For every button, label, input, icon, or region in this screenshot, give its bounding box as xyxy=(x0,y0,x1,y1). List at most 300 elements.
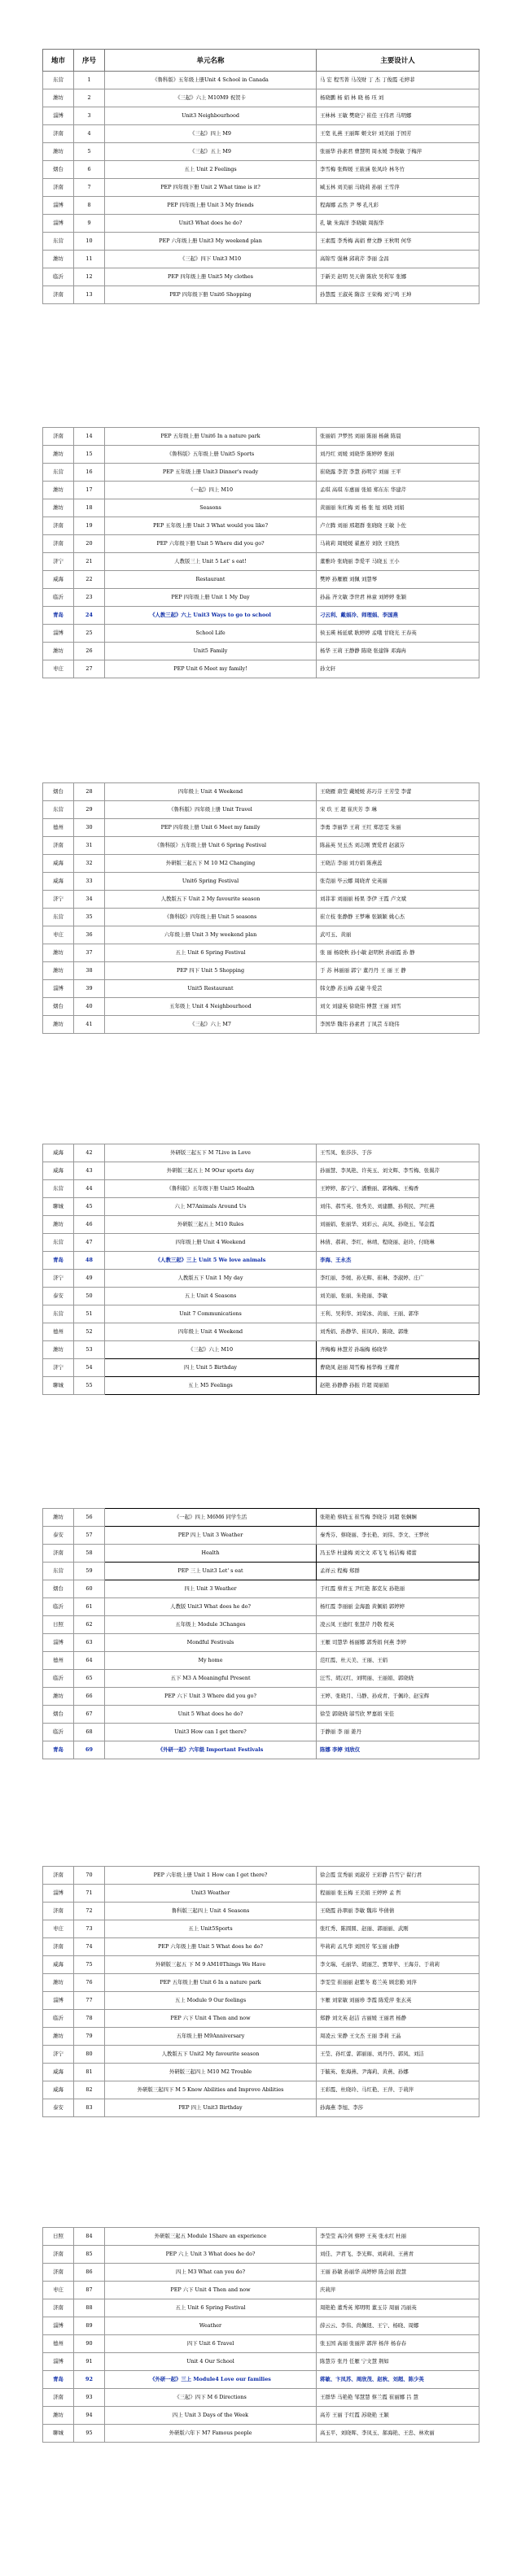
cell-number: 40 xyxy=(74,998,105,1016)
cell-number: 15 xyxy=(74,446,105,464)
cell-city: 潍坊 xyxy=(43,143,74,161)
table-row xyxy=(43,1509,479,1527)
cell-number: 74 xyxy=(74,1938,105,1956)
cell-city: 潍坊 xyxy=(43,251,74,268)
cell-designers: 刘丹红 刘媛 刘晓华 陈婷婷 张丽 xyxy=(317,446,479,464)
table-row xyxy=(43,1706,479,1724)
cell-city: 潍坊 xyxy=(43,499,74,517)
table-row xyxy=(43,1305,479,1323)
cell-number: 33 xyxy=(74,873,105,891)
cell-number: 18 xyxy=(74,499,105,517)
cell-designers: 马莉莉 周媛媛 翟惠芳 刘欣 王晓然 xyxy=(317,535,479,553)
cell-unit-name: PEP 六下 Unit 4 Then and now xyxy=(105,2010,317,2028)
cell-city: 泰安 xyxy=(43,2099,74,2117)
table-row xyxy=(43,1234,479,1252)
cell-city: 东营 xyxy=(43,909,74,926)
cell-city: 济南 xyxy=(43,1545,74,1563)
cell-number: 65 xyxy=(74,1670,105,1688)
table-row xyxy=(43,215,479,233)
table-row xyxy=(43,643,479,660)
cell-designers: 张 丽 杨晓秋 孙小敏 赵明秋 孙丽霞 孙 静 xyxy=(317,944,479,962)
cell-designers: 杨华 王莉 王静静 陈晓 张建锋 邓海冉 xyxy=(317,643,479,660)
cell-designers: 庆莉萍 xyxy=(317,2282,479,2299)
cell-number: 47 xyxy=(74,1234,105,1252)
cell-designers: 秦秀芬、蔡晓丽、李长艳、刘伟、李文、王梦丝 xyxy=(317,1527,479,1545)
designer-table xyxy=(42,782,479,1034)
cell-designers: 孙晶 齐文敏 李世君 林童 刘婷婷 张颖 xyxy=(317,589,479,607)
cell-city: 济南 xyxy=(43,428,74,446)
table-row xyxy=(43,1920,479,1938)
cell-unit-name: PEP 五年级上册 Unit 6 In a nature park xyxy=(105,1974,317,1992)
cell-number: 29 xyxy=(74,801,105,819)
cell-city: 潍坊 xyxy=(43,1509,74,1527)
cell-unit-name: Weather xyxy=(105,2317,317,2335)
cell-city: 青岛 xyxy=(43,2371,74,2389)
cell-city: 济宁 xyxy=(43,2046,74,2064)
cell-number: 64 xyxy=(74,1652,105,1670)
cell-number: 54 xyxy=(74,1359,105,1377)
cell-city: 临沂 xyxy=(43,2010,74,2028)
cell-unit-name: PEP 三上 Unit3 Let' s eat xyxy=(105,1563,317,1580)
cell-designers: 刘美丽、张丽、朱艳丽、李敏 xyxy=(317,1288,479,1305)
cell-number: 8 xyxy=(74,197,105,215)
cell-designers: 崔晓露 李贺 李慧 孙明宇 刘丽 王平 xyxy=(317,464,479,482)
table-row xyxy=(43,89,479,107)
table-row xyxy=(43,1652,479,1670)
cell-unit-name: 人教版五下 Unit 2 My favourite season xyxy=(105,891,317,909)
cell-unit-name: 外研版六年下 M7 Famous people xyxy=(105,2425,317,2443)
table-row xyxy=(43,891,479,909)
cell-number: 38 xyxy=(74,962,105,980)
cell-number: 61 xyxy=(74,1598,105,1616)
cell-number: 17 xyxy=(74,482,105,499)
table-row xyxy=(43,464,479,482)
table-row xyxy=(43,1741,479,1759)
cell-unit-name: PEP 四年级上册 Unit 6 Meet my family xyxy=(105,819,317,837)
cell-designers: 樊婷 孙雁雁 刘佩 刘慧琴 xyxy=(317,571,479,589)
cell-city: 德州 xyxy=(43,1323,74,1341)
cell-number: 93 xyxy=(74,2389,105,2407)
cell-unit-name: 外研版三起四上 M10 M2 Trouble xyxy=(105,2064,317,2081)
cell-designers: 王利、吴利华、刘荣冰、黄丽、王丽、郭华 xyxy=(317,1305,479,1323)
cell-city: 济宁 xyxy=(43,1270,74,1288)
table-row xyxy=(43,998,479,1016)
header-row xyxy=(43,50,479,72)
cell-city: 东营 xyxy=(43,72,74,89)
cell-unit-name: PEP 四年级上册 Unit 1 My Day xyxy=(105,589,317,607)
cell-city: 济南 xyxy=(43,1903,74,1920)
cell-number: 45 xyxy=(74,1198,105,1216)
cell-unit-name: PEP 六年级上册 Unit 1 How can I get there? xyxy=(105,1867,317,1885)
cell-city: 枣庄 xyxy=(43,1920,74,1938)
cell-city: 潍坊 xyxy=(43,1688,74,1706)
cell-city: 潍坊 xyxy=(43,643,74,660)
table-block xyxy=(42,427,479,678)
table-row xyxy=(43,571,479,589)
cell-number: 14 xyxy=(74,428,105,446)
table-row xyxy=(43,2099,479,2117)
cell-city: 威海 xyxy=(43,571,74,589)
cell-city: 济南 xyxy=(43,2264,74,2282)
cell-designers: 周凌云 宋静 王文杰 王丽 李莉 王晶 xyxy=(317,2028,479,2046)
cell-designers: 林倩、郝莉、李红、林靖、程晓丽、赵玲、付晓琳 xyxy=(317,1234,479,1252)
cell-unit-name: 《一起》四上 M6M6 同学生活 xyxy=(105,1509,317,1527)
cell-designers: 孙丽慧、李凤艳、许英玉、刘文辉、李雪梅、张翼芹 xyxy=(317,1162,479,1180)
cell-city: 东营 xyxy=(43,1180,74,1198)
cell-number: 88 xyxy=(74,2299,105,2317)
cell-unit-name: PEP Unit 6 Meet my family! xyxy=(105,660,317,678)
cell-unit-name: Unit3 How can I get there? xyxy=(105,1724,317,1741)
cell-designers: 蒋敏、卞凤苏、周欣茂、赵秋、刘超、陈少英 xyxy=(317,2371,479,2389)
cell-designers: 王群华 马艳艳 邹慧慧 蔡兰霞 崔丽娜 吕 慧 xyxy=(317,2389,479,2407)
cell-number: 2 xyxy=(74,89,105,107)
cell-city: 东营 xyxy=(43,1563,74,1580)
cell-unit-name: 《外研一起》六年级 Important Festivals xyxy=(105,1741,317,1759)
cell-unit-name: 人教版五下 Unit 1 My day xyxy=(105,1270,317,1288)
cell-unit-name: 《一起》四上 M10 xyxy=(105,482,317,499)
cell-number: 11 xyxy=(74,251,105,268)
cell-designers: 高锦雪 强琳 邱莉芹 李丽 金昌 xyxy=(317,251,479,268)
cell-designers: 王丽 孙敏 孙丽华 高婷婷 陈会丽 段慧 xyxy=(317,2264,479,2282)
table-row xyxy=(43,855,479,873)
cell-designers: 李海、王永杰 xyxy=(317,1252,479,1270)
cell-city: 济南 xyxy=(43,2389,74,2407)
cell-unit-name: 五下 M3 A Meaningful Present xyxy=(105,1670,317,1688)
cell-unit-name: 六年级上册 Unit 3 My weekend plan xyxy=(105,926,317,944)
cell-unit-name: Unit 7 Communications xyxy=(105,1305,317,1323)
cell-designers: 孟琪 高琪 车惠丽 张娟 郑东东 华建芹 xyxy=(317,482,479,499)
cell-city: 潍坊 xyxy=(43,89,74,107)
cell-designers: 王宽 礼燕 王丽晖 姬文轩 刘美丽 于国芳 xyxy=(317,125,479,143)
cell-unit-name: 五上 Unit 2 Feelings xyxy=(105,161,317,179)
cell-designers: 孙文轩 xyxy=(317,660,479,678)
cell-designers: 王莹、孙红蕾、郭丽丽、刘丹丹、郭凤、刘洁 xyxy=(317,2046,479,2064)
cell-city: 东营 xyxy=(43,801,74,819)
cell-number: 3 xyxy=(74,107,105,125)
cell-designers: 程丽丽 张玉梅 王美娟 王婷婷 孟 哲 xyxy=(317,1885,479,1903)
cell-number: 55 xyxy=(74,1377,105,1395)
cell-number: 77 xyxy=(74,1992,105,2010)
table-row xyxy=(43,1180,479,1198)
cell-unit-name: 外研版三起五 下 M 9 AM10Things We Have xyxy=(105,1956,317,1974)
cell-designers: 王林林 王敏 樊晓宁 崔佳 王伟君 马明娜 xyxy=(317,107,479,125)
cell-number: 51 xyxy=(74,1305,105,1323)
cell-city: 聊城 xyxy=(43,1377,74,1395)
cell-number: 46 xyxy=(74,1216,105,1234)
cell-city: 潍坊 xyxy=(43,446,74,464)
cell-unit-name: 《外研一起》三上 Module4 Love our families xyxy=(105,2371,317,2389)
cell-unit-name: 《鲁科版》四年级上册 Unit Travel xyxy=(105,801,317,819)
table-row xyxy=(43,553,479,571)
cell-unit-name: 四年级上册 Unit 4 Weekend xyxy=(105,1234,317,1252)
table-row xyxy=(43,179,479,197)
cell-number: 42 xyxy=(74,1144,105,1162)
cell-city: 威海 xyxy=(43,2064,74,2081)
cell-city: 青岛 xyxy=(43,1741,74,1759)
cell-number: 86 xyxy=(74,2264,105,2282)
cell-city: 临沂 xyxy=(43,589,74,607)
cell-number: 63 xyxy=(74,1634,105,1652)
cell-unit-name: PEP 四年级下册 Unit 2 What time is it? xyxy=(105,179,317,197)
cell-designers: 郑静 刘文英 赵洁 古丽媛 王丽君 杨静 xyxy=(317,2010,479,2028)
cell-number: 34 xyxy=(74,891,105,909)
cell-unit-name: 《三起》六上 M7 xyxy=(105,1016,317,1034)
cell-number: 39 xyxy=(74,980,105,998)
cell-unit-name: My home xyxy=(105,1652,317,1670)
table-row xyxy=(43,1270,479,1288)
cell-designers: 周艳艳 董秀英 郑明明 董玉芬 周丽 冯丽英 xyxy=(317,2299,479,2317)
cell-designers: 崔立枝 张静静 王梦琳 张颖颖 姚心杰 xyxy=(317,909,479,926)
cell-city: 威海 xyxy=(43,855,74,873)
table-row xyxy=(43,446,479,464)
cell-designers: 孟祥云 程梅 郑群 xyxy=(317,1563,479,1580)
cell-unit-name: 四上 Unit 3 Days of the Week xyxy=(105,2407,317,2425)
table-row xyxy=(43,286,479,304)
cell-designers: 杨晓鹏 杨 娟 林 晓 杨 珏 刘 xyxy=(317,89,479,107)
table-row xyxy=(43,2389,479,2407)
cell-number: 19 xyxy=(74,517,105,535)
cell-city: 德州 xyxy=(43,819,74,837)
cell-designers: 张红秀、陈圆圆、赵丽、郭丽丽、武刚 xyxy=(317,1920,479,1938)
table-row xyxy=(43,1580,479,1598)
cell-city: 枣庄 xyxy=(43,2282,74,2299)
designer-table xyxy=(42,49,479,304)
cell-number: 82 xyxy=(74,2081,105,2099)
table-row xyxy=(43,909,479,926)
cell-number: 67 xyxy=(74,1706,105,1724)
table-row xyxy=(43,517,479,535)
cell-number: 80 xyxy=(74,2046,105,2064)
cell-city: 济南 xyxy=(43,179,74,197)
cell-unit-name: Seasons xyxy=(105,499,317,517)
designer-table xyxy=(42,1144,479,1395)
table-row xyxy=(43,783,479,801)
cell-city: 济南 xyxy=(43,125,74,143)
cell-number: 59 xyxy=(74,1563,105,1580)
cell-unit-name: PEP 六年级上册 Unit3 My weekend plan xyxy=(105,233,317,251)
cell-city: 济南 xyxy=(43,837,74,855)
cell-designers: 徐莹 郭晓晓 邬雪欣 罗嘉娟 宋佳 xyxy=(317,1706,479,1724)
table-row xyxy=(43,1938,479,1956)
cell-unit-name: 外研版三起五下 M 10 M2 Changing xyxy=(105,855,317,873)
cell-designers: 张艳艳 蔡晓玉 崔雪梅 李晓芬 刘超 张娴娴 xyxy=(317,1509,479,1527)
cell-number: 84 xyxy=(74,2228,105,2246)
cell-city: 青岛 xyxy=(43,607,74,625)
cell-city: 临沂 xyxy=(43,268,74,286)
cell-designers: 薛云云、李伟、尚佩纽、王宁、杨晓、周娜 xyxy=(317,2317,479,2335)
cell-number: 21 xyxy=(74,553,105,571)
cell-unit-name: Unit5 Restaurant xyxy=(105,980,317,998)
table-row xyxy=(43,801,479,819)
cell-unit-name: 外研版三起五上 M 9Our sports day xyxy=(105,1162,317,1180)
cell-city: 东营 xyxy=(43,464,74,482)
cell-unit-name: 四年级上 Unit 4 Weekend xyxy=(105,783,317,801)
cell-city: 潍坊 xyxy=(43,1216,74,1234)
cell-unit-name: Unit3 Weather xyxy=(105,1885,317,1903)
cell-city: 淄博 xyxy=(43,2317,74,2335)
cell-unit-name: Unit6 Spring Festival xyxy=(105,873,317,891)
cell-number: 35 xyxy=(74,909,105,926)
cell-unit-name: PEP 四年级下册 Unit6 Shopping xyxy=(105,286,317,304)
cell-number: 56 xyxy=(74,1509,105,1527)
cell-designers: 张玉国 高丽 张丽萍 郭萍 杨萍 杨春春 xyxy=(317,2335,479,2353)
cell-city: 威海 xyxy=(43,1144,74,1162)
table-row xyxy=(43,625,479,643)
cell-unit-name: 《三起》六上 M10M9 祝贺卡 xyxy=(105,89,317,107)
cell-number: 23 xyxy=(74,589,105,607)
cell-city: 烟台 xyxy=(43,998,74,1016)
cell-number: 12 xyxy=(74,268,105,286)
table-row xyxy=(43,2425,479,2443)
table-row xyxy=(43,1724,479,1741)
cell-city: 济南 xyxy=(43,535,74,553)
cell-city: 潍坊 xyxy=(43,2407,74,2425)
cell-city: 淄博 xyxy=(43,980,74,998)
cell-unit-name: 《三起》四下 Unit3 M10 xyxy=(105,251,317,268)
cell-number: 27 xyxy=(74,660,105,678)
cell-city: 潍坊 xyxy=(43,1341,74,1359)
table-row xyxy=(43,1162,479,1180)
cell-designers: 王晓霞 孙翠丽 李敏 魏玮 毕倩倩 xyxy=(317,1903,479,1920)
cell-city: 聊城 xyxy=(43,1198,74,1216)
cell-city: 潍坊 xyxy=(43,1974,74,1992)
cell-designers: 于红霞 蔡青玉 尹红艳 郝克友 孙艳丽 xyxy=(317,1580,479,1598)
table-row xyxy=(43,2010,479,2028)
cell-designers: 杨红霞 李丽丽 金海盈 黄佩娟 郭婷婷 xyxy=(317,1598,479,1616)
cell-designers: 徐会霞 宣秀丽 刘淑芳 王彩静 吕雪宁 翟行君 xyxy=(317,1867,479,1885)
cell-number: 4 xyxy=(74,125,105,143)
cell-unit-name: 五上 Unit 6 Spring Festival xyxy=(105,944,317,962)
cell-unit-name: PEP 五年级上册 Unit6 In a nature park xyxy=(105,428,317,446)
cell-number: 62 xyxy=(74,1616,105,1634)
cell-city: 德州 xyxy=(43,1652,74,1670)
cell-number: 83 xyxy=(74,2099,105,2117)
cell-city: 德州 xyxy=(43,2335,74,2353)
cell-designers: 范红霞、杜天美、王丽、王娟 xyxy=(317,1652,479,1670)
cell-unit-name: PEP 四年级上册 Unit 3 My friends xyxy=(105,197,317,215)
cell-number: 49 xyxy=(74,1270,105,1288)
cell-number: 36 xyxy=(74,926,105,944)
cell-unit-name: Restaurant xyxy=(105,571,317,589)
cell-designers: 于毓英、张海燕、尹海莉、黄燕、孙娜 xyxy=(317,2064,479,2081)
cell-unit-name: 四年级上 Unit 4 Weekend xyxy=(105,1323,317,1341)
cell-designers: 李莹莹 高冷剑 蔡婷 王英 张永红 杜丽 xyxy=(317,2228,479,2246)
cell-city: 淄博 xyxy=(43,215,74,233)
cell-number: 60 xyxy=(74,1580,105,1598)
cell-number: 79 xyxy=(74,2028,105,2046)
cell-number: 48 xyxy=(74,1252,105,1270)
cell-city: 淄博 xyxy=(43,1992,74,2010)
cell-designers: 齐梅梅 林慧芳 孙瑞梅 杨晓华 xyxy=(317,1341,479,1359)
cell-unit-name: 五上 M5 Feelings xyxy=(105,1377,317,1395)
table-row xyxy=(43,1288,479,1305)
table-row xyxy=(43,1616,479,1634)
cell-unit-name: PEP 四上 Unit3 Birthday xyxy=(105,2099,317,2117)
cell-number: 50 xyxy=(74,1288,105,1305)
cell-designers: 曹晓凤 赵丽 周雪梅 杨华梅 王耀青 xyxy=(317,1359,479,1377)
table-row xyxy=(43,1545,479,1563)
table-row xyxy=(43,499,479,517)
cell-unit-name: PEP 五年级上册 Unit 3 What would you like? xyxy=(105,517,317,535)
table-block xyxy=(42,782,479,1034)
cell-number: 9 xyxy=(74,215,105,233)
cell-city: 威海 xyxy=(43,873,74,891)
cell-city: 日照 xyxy=(43,1616,74,1634)
cell-unit-name: 人教版五下 Unit2 My favourite season xyxy=(105,2046,317,2064)
table-row xyxy=(43,233,479,251)
cell-designers: 张丽娟 尹梦然 刘丽 陈丽 杨薇 陈晨 xyxy=(317,428,479,446)
table-row xyxy=(43,1670,479,1688)
cell-unit-name: Unit3 Neighbourhood xyxy=(105,107,317,125)
cell-number: 13 xyxy=(74,286,105,304)
cell-city: 济南 xyxy=(43,286,74,304)
cell-unit-name: 四上 Unit 3 Weather xyxy=(105,1580,317,1598)
cell-city: 济南 xyxy=(43,1938,74,1956)
table-row xyxy=(43,125,479,143)
table-row xyxy=(43,1359,479,1377)
cell-designers: 李红丽、李媛、孙光辉、崔琳、李淑婷、庄广 xyxy=(317,1270,479,1288)
table-row xyxy=(43,2064,479,2081)
cell-unit-name: 《三起》六上 M10 xyxy=(105,1341,317,1359)
table-row xyxy=(43,482,479,499)
table-row xyxy=(43,2246,479,2264)
table-row xyxy=(43,1016,479,1034)
cell-number: 37 xyxy=(74,944,105,962)
cell-city: 烟台 xyxy=(43,783,74,801)
table-block xyxy=(42,49,479,304)
cell-city: 济宁 xyxy=(43,553,74,571)
cell-unit-name: Unit5 Family xyxy=(105,643,317,660)
cell-city: 淄博 xyxy=(43,1885,74,1903)
cell-city: 济宁 xyxy=(43,1359,74,1377)
cell-unit-name: 四上 Unit 5 Birthday xyxy=(105,1359,317,1377)
table-row xyxy=(43,660,479,678)
table-row xyxy=(43,1885,479,1903)
cell-number: 6 xyxy=(74,161,105,179)
cell-unit-name: 五上 Module 9 Our feelings xyxy=(105,1992,317,2010)
cell-unit-name: 《鲁科版》四年级上册 Unit 5 seasons xyxy=(105,909,317,926)
cell-designers: 董雅玲 张晓丽 李爱平 马晓玉 王小 xyxy=(317,553,479,571)
cell-city: 济南 xyxy=(43,2246,74,2264)
cell-unit-name: 五上 Unit5Sports xyxy=(105,1920,317,1938)
cell-number: 24 xyxy=(74,607,105,625)
table-row xyxy=(43,2028,479,2046)
cell-designers: 刘伟、郝雪英、张秀美、刘建鹏、孙利民、尹红燕 xyxy=(317,1198,479,1216)
cell-designers: 张丽华 孙素君 曹慧明 周永媛 李俊敏 于梅萍 xyxy=(317,143,479,161)
table-row xyxy=(43,2317,479,2335)
table-row xyxy=(43,1198,479,1216)
cell-number: 87 xyxy=(74,2282,105,2299)
cell-unit-name: PEP 六年级下册 Unit 5 Where did you go? xyxy=(105,535,317,553)
cell-number: 95 xyxy=(74,2425,105,2443)
cell-city: 济南 xyxy=(43,1867,74,1885)
cell-number: 22 xyxy=(74,571,105,589)
cell-city: 威海 xyxy=(43,1956,74,1974)
table-row xyxy=(43,1527,479,1545)
cell-number: 72 xyxy=(74,1903,105,1920)
cell-unit-name: PEP 四下 Unit 5 Shopping xyxy=(105,962,317,980)
cell-designers: 卢立腾 刘丽 邢超群 张晓晓 王敏 卜佐 xyxy=(317,517,479,535)
table-row xyxy=(43,980,479,998)
cell-city: 威海 xyxy=(43,2081,74,2099)
cell-number: 7 xyxy=(74,179,105,197)
cell-number: 91 xyxy=(74,2353,105,2371)
cell-number: 68 xyxy=(74,1724,105,1741)
cell-unit-name: 《鲁科版》五年级下册 Unit5 Health xyxy=(105,1180,317,1198)
cell-number: 20 xyxy=(74,535,105,553)
cell-unit-name: 人教版三上 Unit 5 Let' s eat! xyxy=(105,553,317,571)
cell-city: 东营 xyxy=(43,1234,74,1252)
